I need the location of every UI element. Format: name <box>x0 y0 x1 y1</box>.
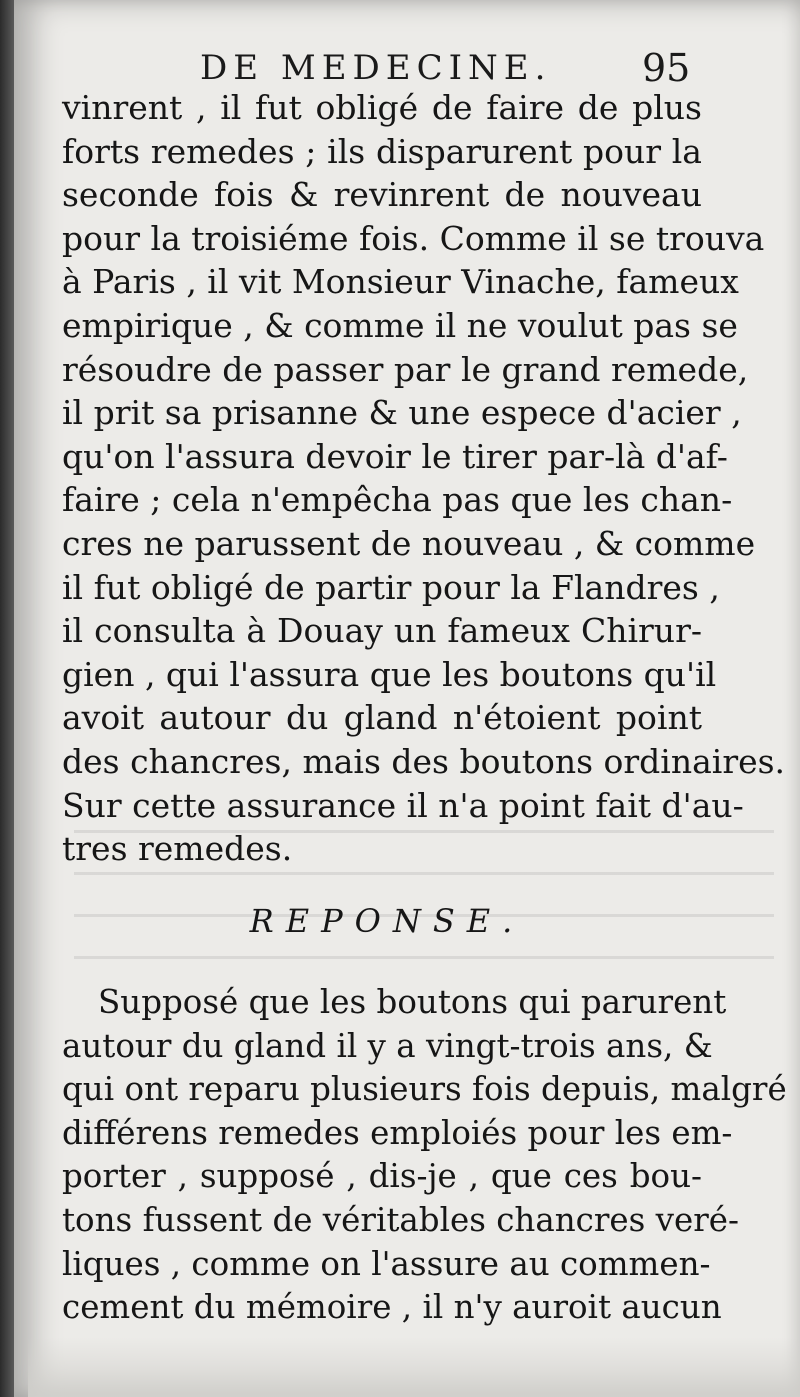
text-line: qui ont reparu plusieurs fois depuis, malgré <box>62 1070 787 1109</box>
text-line: seconde fois & revinrent de nouveau <box>62 175 702 215</box>
text-line: avoit autour du gland n'étoient point <box>62 698 702 738</box>
page-number: 95 <box>642 46 691 90</box>
text-line: faire ; cela n'empêcha pas que les chan- <box>62 480 733 520</box>
page-header <box>14 46 800 90</box>
text-line: pour la troisiéme fois. Comme il se trouva <box>62 218 765 258</box>
running-head: DE MEDECINE. <box>200 48 552 88</box>
text-line: des chancres, mais des boutons ordinaires. <box>62 741 786 781</box>
text-line: il consulta à Douay un fameux Chirur- <box>62 611 702 651</box>
text-line: tons fussent de véritables chancres veré- <box>62 1200 739 1239</box>
text-line: différens remedes emploiés pour les em- <box>62 1113 733 1152</box>
text-line: forts remedes ; ils disparurent pour la <box>62 131 702 171</box>
page-bottom-shading <box>28 1337 800 1397</box>
book-page <box>14 0 800 1397</box>
text-line: Sur cette assurance il n'a point fait d'au- <box>62 785 744 825</box>
text-line: il prit sa prisanne & une espece d'acier , <box>62 393 742 433</box>
text-line: porter , supposé , dis-je , que ces bou- <box>62 1157 702 1196</box>
paragraph-continued <box>62 86 786 871</box>
text-line: gien , qui l'assura que les boutons qu'il <box>62 654 717 694</box>
paragraph-response <box>62 981 787 1330</box>
text-line: tres remedes. <box>62 829 293 869</box>
text-line: vinrent , il fut obligé de faire de plus <box>62 88 702 127</box>
text-line: autour du gland il y a vingt-trois ans, & <box>62 1026 713 1065</box>
text-line: il fut obligé de partir pour la Flandres , <box>62 567 720 607</box>
section-heading-text: REPONSE. <box>249 902 525 940</box>
text-line: qu'on l'assura devoir le tirer par-là d'af- <box>62 436 728 476</box>
text-line: à Paris , il vit Monsieur Vinache, fameux <box>62 262 739 302</box>
text-line: empirique , & comme il ne voulut pas se <box>62 305 738 345</box>
text-line: résoudre de passer par le grand remede, <box>62 349 749 389</box>
text-line: cement du mémoire , il n'y auroit aucun <box>62 1288 722 1327</box>
text-line: cres ne parussent de nouveau , & comme <box>62 523 756 563</box>
text-line: Supposé que les boutons qui parurent <box>98 983 727 1021</box>
section-heading <box>14 896 800 946</box>
text-line: liques , comme on l'assure au commen- <box>62 1244 711 1283</box>
book-gutter-shadow <box>0 0 14 1397</box>
